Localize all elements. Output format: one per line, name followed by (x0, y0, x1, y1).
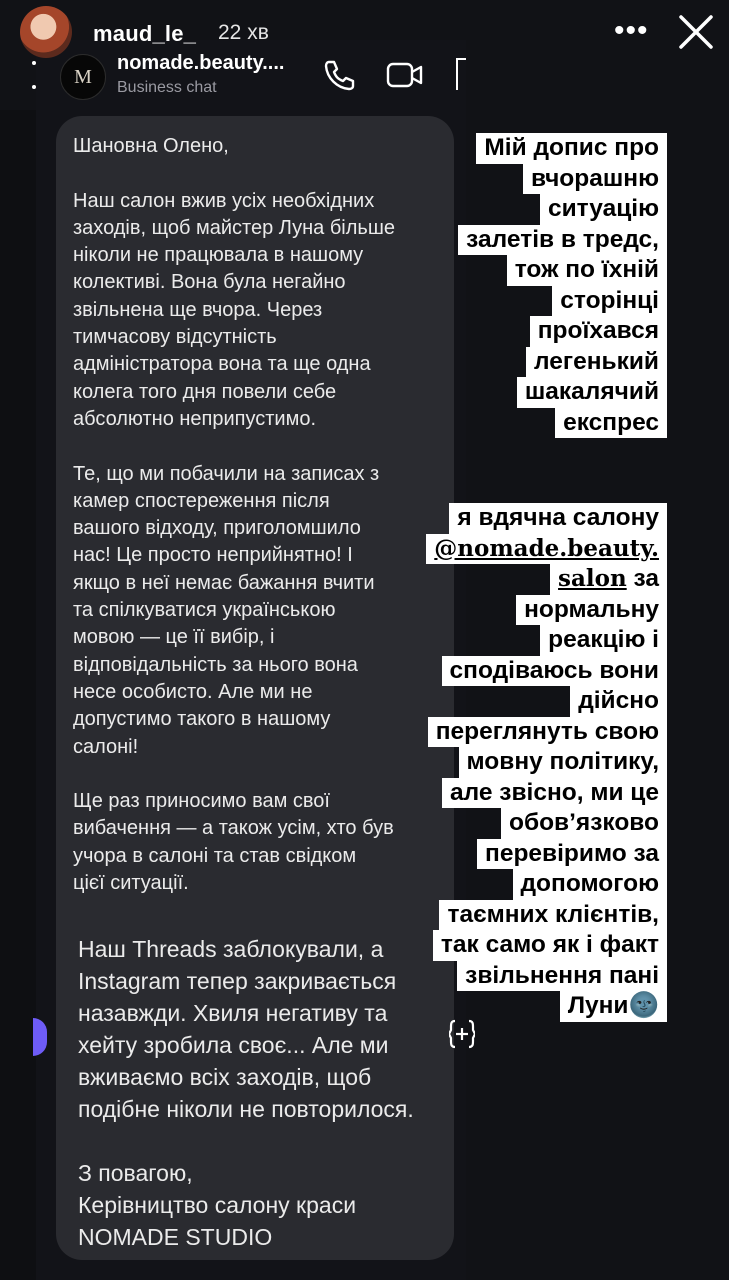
sticker-line: я вдячна салону (449, 503, 667, 534)
sticker-line: проїхався (530, 316, 667, 347)
sticker-line: перевіримо за (477, 839, 667, 870)
sticker-line: Луни🌚 (560, 991, 667, 1022)
sticker-line: таємних клієнтів, (439, 900, 667, 931)
sticker-line: сторінці (552, 286, 667, 317)
sticker-line: сподіваюсь вони (442, 656, 667, 687)
sticker-line: експрес (555, 408, 667, 439)
message-text-continued: Наш Threads заблокували, а Instagram тепер закривається назавжди. Хвиля негативу та хейту зробила своє... Але ми вживаємо всіх заходів, щоб подібне ніколи не повторилося. З повагою, Керівництво салону краси NOMADE STUDIO (78, 936, 414, 1250)
more-horizontal-icon[interactable]: ••• (614, 14, 649, 47)
sticker-line: шакалячий (517, 377, 667, 408)
sticker-line: але звісно, ми це (442, 778, 667, 809)
background-strip (0, 110, 36, 1280)
phone-icon[interactable] (322, 58, 356, 92)
sticker-line: допомогою (513, 869, 668, 900)
sticker-line: звільнення пані (457, 961, 667, 992)
sticker-line: Мій допис про (476, 133, 667, 164)
sticker-line: переглянуть свою (428, 717, 667, 748)
sticker-line: нормальну (516, 595, 667, 626)
close-icon[interactable] (678, 14, 714, 50)
sticker-line: ситуацію (540, 194, 667, 225)
chat-header (36, 48, 466, 112)
sticker-line: легенький (526, 347, 667, 378)
sticker-line: залетів в тредс, (458, 225, 667, 256)
add-reaction-icon[interactable] (449, 1018, 475, 1050)
sticker-line: вчорашню (523, 164, 667, 195)
business-logo[interactable]: M (60, 54, 106, 100)
sticker-line: дійсно (570, 686, 667, 717)
story-text-sticker-1[interactable] (458, 133, 667, 438)
mention-link[interactable]: @nomade.beauty. (434, 534, 659, 562)
video-camera-icon[interactable] (386, 58, 424, 92)
story-text-sticker-2[interactable] (426, 503, 667, 1022)
flag-icon[interactable] (456, 58, 466, 90)
sticker-line: так само як і факт (433, 930, 667, 961)
message-text: Шановна Олено, Наш салон вжив усіх необхідних заходів, щоб майстер Луна більше ніколи не працювала в нашому колективі. Вона була негайно звільнена ще вчора. Через тимчасову відсутність адміністратора вона та ще одна колега того дня повели себе абсолютно неприпустимо. Те, що ми побачили на записах з камер спостереження після вашого відходу, приголомшило нас! Це просто неприйнятно! І якщо в неї немає бажання вчити та спілкуватися українською мовою — це її вибір, і відповідальність за нього вона несе особисто. Але ми не допустимо такого в нашому салоні! Ще раз приносимо вам свої вибачення — а також усім, хто був учора в салоні та став свідком цієї ситуації. (73, 135, 395, 895)
sticker-text: за (626, 565, 659, 592)
mention-link-continued[interactable]: salon (558, 565, 627, 592)
dot (32, 85, 36, 89)
story-time: 22 хв (218, 21, 269, 44)
sticker-line: тож по їхній (507, 255, 667, 286)
sticker-line: обов’язково (501, 808, 667, 839)
dot (32, 61, 36, 65)
chat-subtitle: Business chat (117, 79, 217, 96)
story-username[interactable]: maud_le_ (93, 21, 197, 46)
chat-name[interactable]: nomade.beauty.... (117, 52, 285, 74)
sticker-line: реакцію і (540, 625, 667, 656)
sticker-line: мовну політику, (459, 747, 668, 778)
